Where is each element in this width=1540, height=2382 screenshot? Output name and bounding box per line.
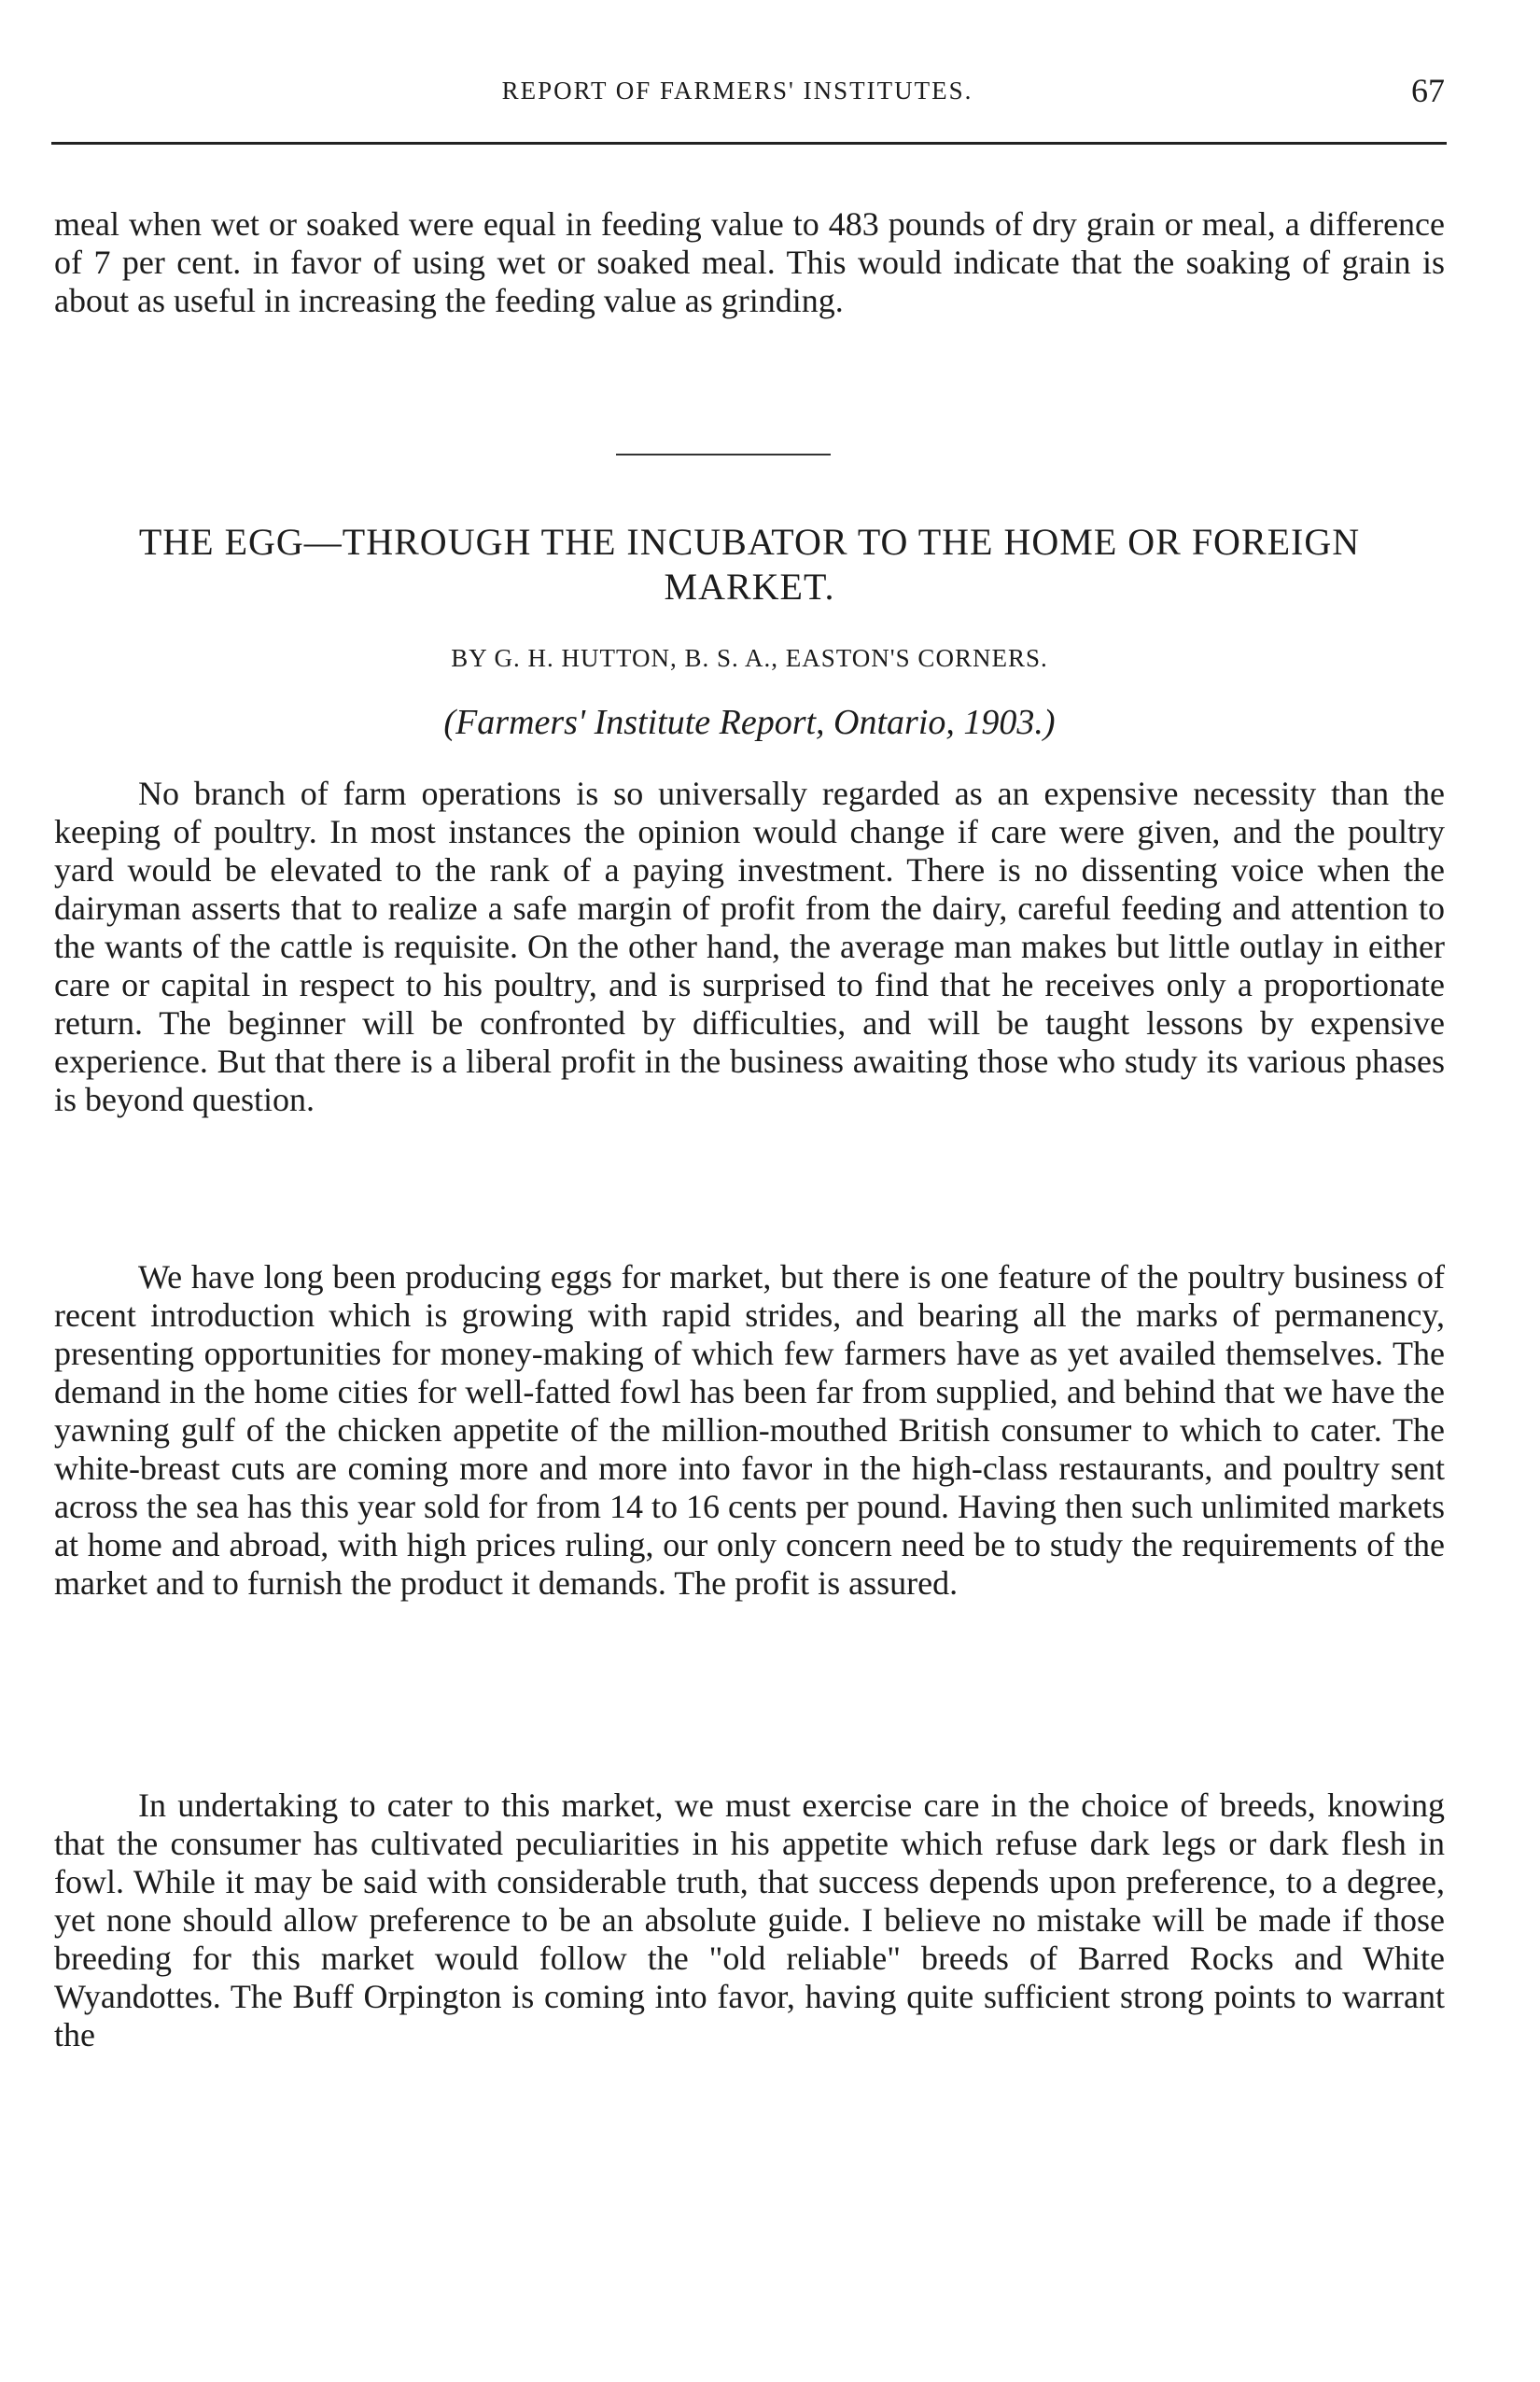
article-paragraph: We have long been producing eggs for market, but there is one feature of the poultry business of recent introduction which is growing with rapid strides, and bearing all the marks of permanency, presenting opportunities for money-making of which few farmers have as yet availed themselves. The demand in the home cities for well-fatted fowl has been far from supplied, and behind that we have the yawning gulf of the chicken appetite of the million-mouthed British consumer to which to cater. The white-breast cuts are coming more and more into favor in the high-class restaurants, and poultry sent across the sea has this year sold for from 14 to 16 cents per pound. Having then such unlimited markets at home and abroad, with high prices ruling, our only concern need be to study the requirements of the market and to furnish the product it demands. The profit is assured. [54, 1258, 1445, 1602]
article-source: (Farmers' Institute Report, Ontario, 1903.) [443, 703, 1056, 742]
page-number: 67 [1411, 72, 1445, 109]
continued-paragraph: meal when wet or soaked were equal in feeding value to 483 pounds of dry grain or meal, a difference of 7 per cent. in favor of using wet or soaked meal. This would indicate that the soaking of grain is about as useful in increasing the feeding value as grinding. [54, 205, 1445, 319]
section-divider [616, 454, 831, 455]
article-paragraph: No branch of farm operations is so universally regarded as an expensive necessity than the keeping of poultry. In most instances the opinion would change if care were given, and the poultry yard would be elevated to the rank of a paying investment. There is no dissenting voice when the dairyman asserts that to realize a safe margin of profit from the dairy, careful feeding and attention to the wants of the cattle is requisite. On the other hand, the average man makes but little outlay in either care or capital in respect to his poultry, and is surprised to find that he receives only a proportionate return. The beginner will be confronted by difficulties, and will be taught lessons by expensive experience. But that there is a liberal profit in the business awaiting those who study its various phases is beyond question. [54, 775, 1445, 1118]
running-head: REPORT OF FARMERS' INSTITUTES. [501, 77, 973, 105]
article-paragraph: In undertaking to cater to this market, we must exercise care in the choice of breeds, knowing that the consumer has cultivated peculiarities in his appetite which refuse dark legs or dark flesh in fowl. While it may be said with considerable truth, that success depends upon preference, to a degree, yet none should allow preference to be an absolute guide. I believe no mistake will be made if those breeding for this market would follow the "old reliable" breeds of Barred Rocks and White Wyandottes. The Buff Orpington is coming into favor, having quite sufficient strong points to warrant the [54, 1786, 1445, 2053]
article-title: THE EGG—THROUGH THE INCUBATOR TO THE HOME OR FOREIGN MARKET. [138, 521, 1361, 608]
header-rule [51, 142, 1447, 145]
article-byline: BY G. H. HUTTON, B. S. A., EASTON'S CORNERS. [451, 644, 1048, 672]
